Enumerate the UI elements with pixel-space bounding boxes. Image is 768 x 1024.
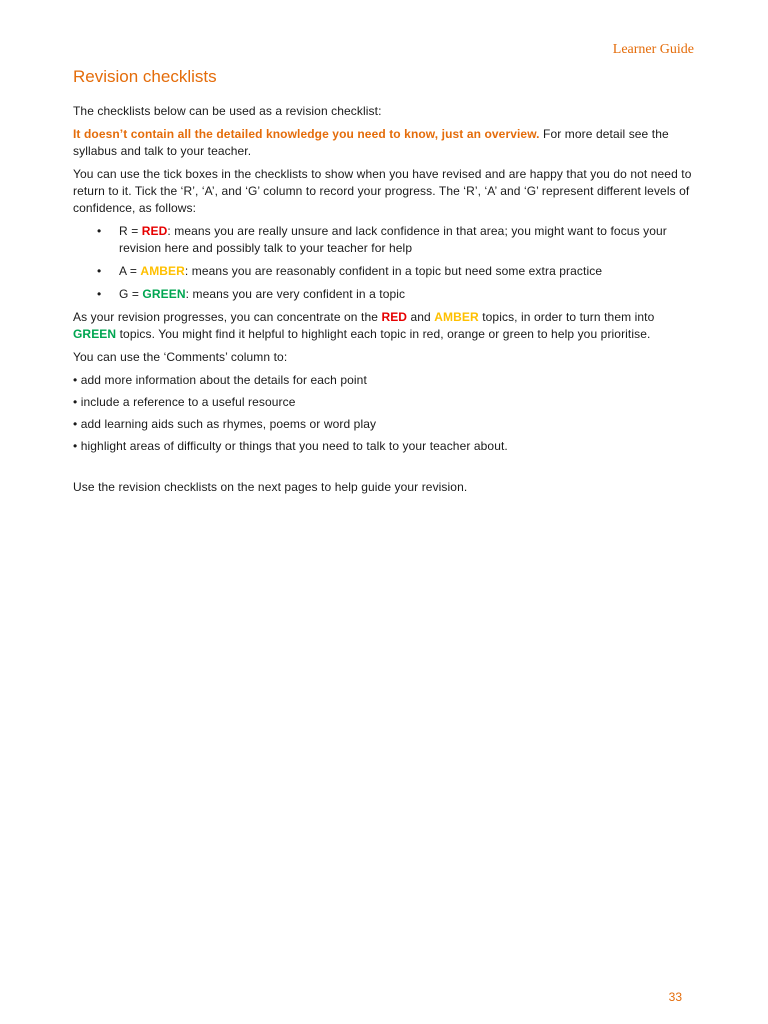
comments-item: • add learning aids such as rhymes, poems or word play [73,417,377,431]
rag-word-green: GREEN [142,287,186,301]
header-guide-label: Learner Guide [612,42,694,57]
comments-item: • highlight areas of difficulty or things that you need to talk to your teacher about. [73,439,508,453]
progress-green-word: GREEN [73,327,117,341]
comments-item: • add more information about the details for each point [73,373,367,387]
closing-paragraph: Use the revision checklists on the next pages to help guide your revision. [73,480,468,494]
rag-word-amber: AMBER [140,264,185,278]
page-number: 33 [668,990,682,1004]
rag-item-red [119,223,698,257]
comments-item: • include a reference to a useful resource [73,395,296,409]
warning-paragraph [73,126,698,160]
progress-text: and [407,310,435,324]
rag-prefix: A = [119,264,141,278]
rag-description: : means you are reasonably confident in a topic but need some extra practice [184,264,603,278]
progress-text: As your revision progresses, you can concentrate on the [73,310,382,324]
rag-list [73,223,698,303]
rag-description: : means you are really unsure and lack confidence in that area; you might want to focus your revision here and possibly talk to your teacher for help [119,224,667,255]
warning-emphasis: It doesn’t contain all the detailed knowledge you need to know, just an overview. [73,127,540,141]
rag-item-amber [119,263,698,280]
rag-item-green [119,286,698,303]
spacer [73,460,698,479]
rag-description: : means you are very confident in a topic [185,287,406,301]
rag-prefix: G = [119,287,143,301]
progress-paragraph [73,309,698,343]
progress-text: topics. You might find it helpful to highlight each topic in red, orange or green to help you prioritise. [116,327,651,341]
rag-word-red: RED [141,224,168,238]
progress-red-word: RED [381,310,408,324]
page-title: Revision checklists [73,67,217,86]
intro-paragraph: The checklists below can be used as a revision checklist: [73,104,382,118]
rag-prefix: R = [119,224,142,238]
progress-amber-word: AMBER [434,310,479,324]
progress-text: topics, in order to turn them into [478,310,655,324]
tick-boxes-paragraph: You can use the tick boxes in the checklists to show when you have revised and are happy that you do not need to return to it. Tick the ‘R’, ‘A’, and ‘G’ column to record your progress. The ‘R’, ‘A’ and ‘G’ represent different levels of confidence, as follows: [73,167,692,215]
comments-list [73,372,698,455]
document-body [73,103,698,502]
comments-intro: You can use the ‘Comments’ column to: [73,350,288,364]
warning-rest: For more detail see the syllabus and talk to your teacher. [73,127,669,158]
